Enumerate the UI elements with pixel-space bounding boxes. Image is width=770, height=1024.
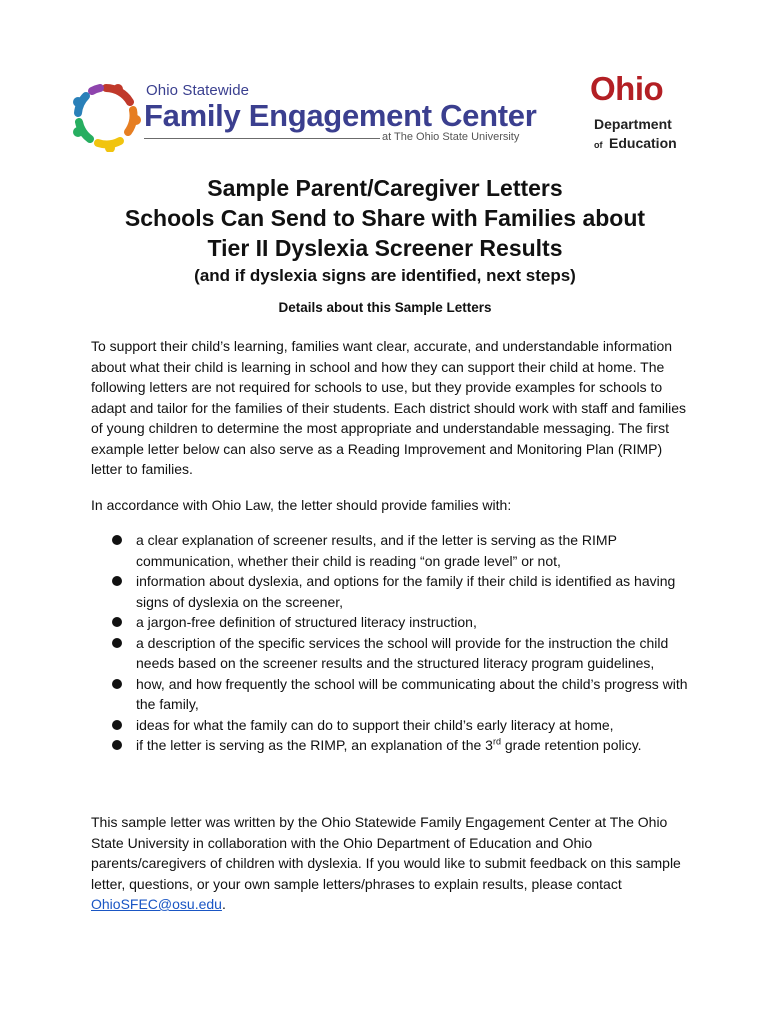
- ohio-of-text: of: [594, 140, 603, 150]
- fec-subtitle: at The Ohio State University: [382, 131, 520, 143]
- bullet-icon: [112, 679, 122, 689]
- ohio-law-paragraph: In accordance with Ohio Law, the letter should provide families with:: [91, 497, 512, 513]
- list-item-text-after: grade retention policy.: [500, 737, 642, 753]
- fec-logo: [70, 80, 540, 155]
- details-heading: Details about this Sample Letters: [278, 300, 492, 315]
- title-block: [0, 173, 770, 287]
- list-item-text: ideas for what the family can do to support their child’s early literacy at home,: [136, 716, 614, 733]
- fec-title: Family Engagement Center: [144, 98, 537, 133]
- list-item-text: a clear explanation of screener results, and if the letter is serving as the RIMP communication, whether their child is reading “on grade level” or not,: [136, 532, 617, 569]
- ohio-education-logo: [590, 70, 700, 160]
- fec-small-text: Ohio Statewide: [146, 82, 250, 99]
- list-item: [136, 612, 696, 633]
- fec-divider: [144, 138, 380, 139]
- intro-paragraph: To support their child’s learning, families want clear, accurate, and understandable information about what their child is learning in school and how they can support their child at home. The following letters are not required for schools to use, but they provide examples for schools to adapt and tailor for the families of their students. Each district should work with staff and families of young children to determine the most appropriate and understandable messaging. The first example letter below can also serve as a Reading Improvement and Monitoring Plan (RIMP) letter to families.: [91, 338, 687, 477]
- list-item: [136, 735, 696, 756]
- list-item: [136, 530, 696, 571]
- bullet-icon: [112, 740, 122, 750]
- closing-paragraph: [91, 812, 691, 915]
- list-item: [136, 715, 696, 736]
- bullet-icon: [112, 638, 122, 648]
- list-item-text: a description of the specific services the school will provide for the instruction the child needs based on the screener results and the structured literacy program guidelines,: [136, 634, 669, 671]
- ohio-wordmark: Ohio: [590, 70, 664, 107]
- bullet-icon: [112, 535, 122, 545]
- list-item-text: a jargon-free definition of structured literacy instruction,: [136, 614, 477, 630]
- requirements-list: [136, 530, 696, 756]
- bullet-icon: [112, 617, 122, 627]
- list-item-text: information about dyslexia, and options for the family if their child is identified as having signs of dyslexia on the screener,: [136, 573, 676, 610]
- family-circle-icon: [70, 80, 142, 152]
- title-line-2: Schools Can Send to Share with Families about: [124, 205, 646, 231]
- ohio-education-text: Education: [609, 135, 677, 151]
- ordinal-suffix: rd: [492, 736, 501, 747]
- closing-period: .: [221, 896, 226, 912]
- title-line-1: Sample Parent/Caregiver Letters: [207, 175, 563, 201]
- list-item: [136, 633, 696, 674]
- list-item-text: how, and how frequently the school will be communicating about the child’s progress with the family,: [136, 675, 688, 712]
- bullet-icon: [112, 720, 122, 730]
- list-item-text-before: if the letter is serving as the RIMP, an explanation of the 3: [136, 737, 493, 753]
- list-item: [136, 674, 696, 715]
- bullet-icon: [112, 576, 122, 586]
- list-item: [136, 571, 696, 612]
- title-line-3: Tier II Dyslexia Screener Results: [207, 235, 563, 261]
- closing-text: This sample letter was written by the Ohio Statewide Family Engagement Center at The Ohio State University in collaboration with the Ohio Department of Education and Ohio parents/caregivers of children with dyslexia. If you would like to submit feedback on this sample letter, questions, or your own sample letters/phrases to explain results, please contact: [91, 814, 681, 892]
- subtitle: (and if dyslexia signs are identified, next steps): [194, 266, 576, 285]
- ohio-department-text: Department: [594, 116, 672, 132]
- contact-email-link[interactable]: OhioSFEC@osu.edu: [91, 896, 222, 912]
